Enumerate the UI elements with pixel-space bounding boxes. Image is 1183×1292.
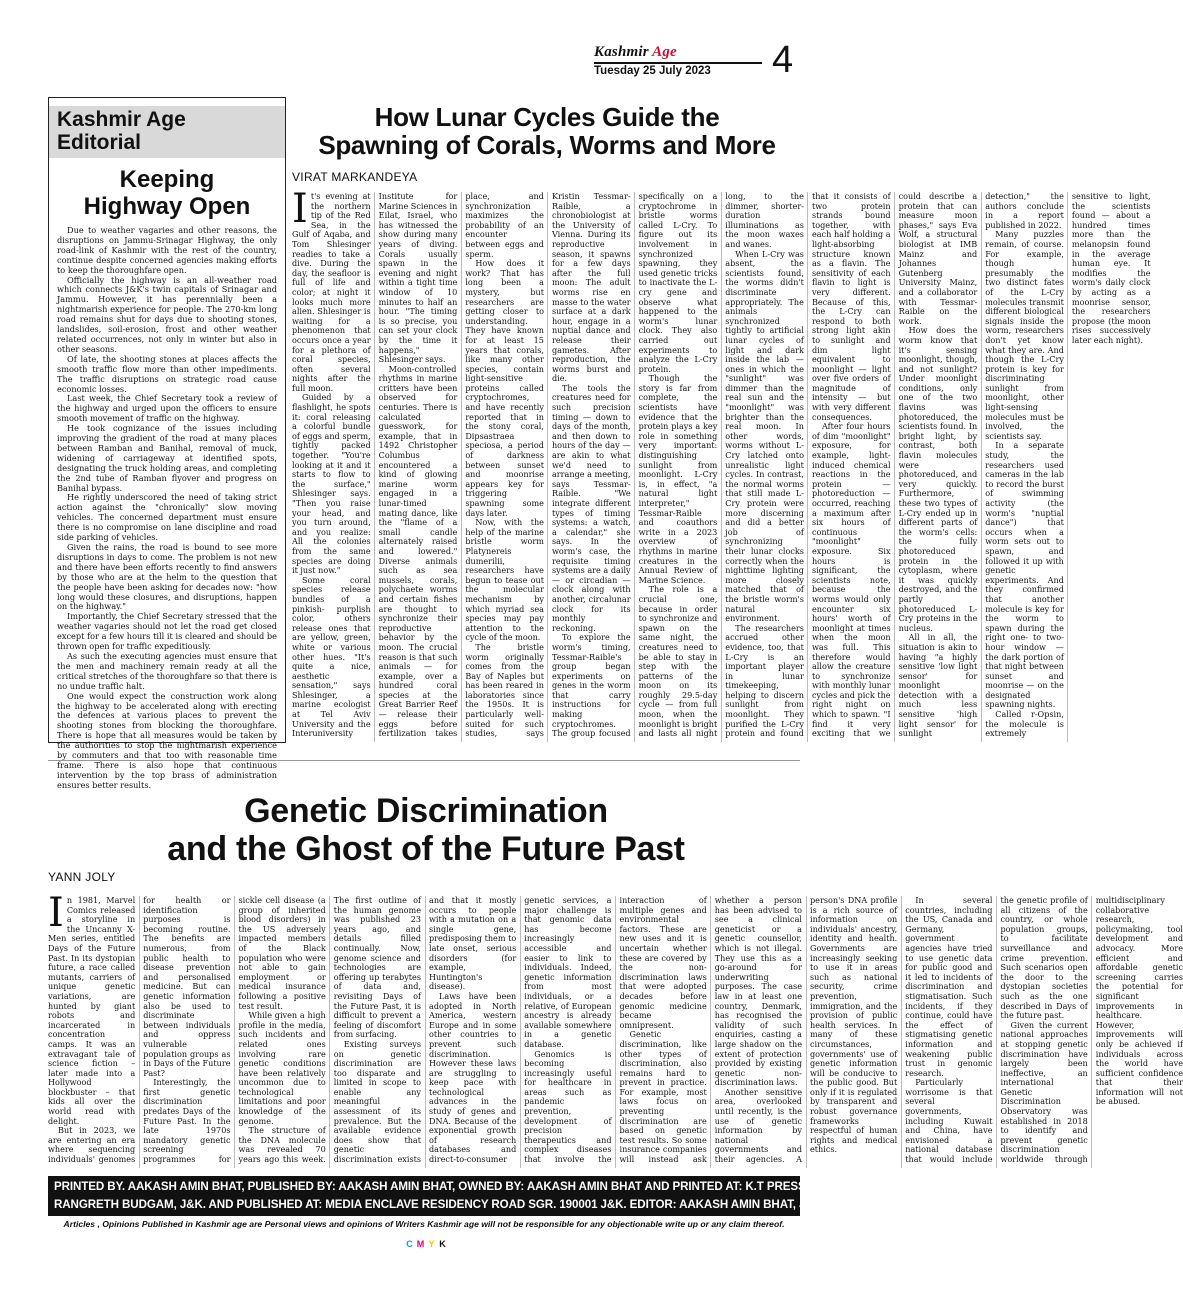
lunar-paragraph: Though the story is far from complete, the scientists have evidence that the protein plays a key role in something very important: distinguishing sunlight from moonlight. L-Cry is, in effect, "a natural light interpreter," Tessmar-Raible and coauthors write in a 2023 overview of rhythms in marine creatures in the Annual Review of Marine Science. (638, 373, 718, 585)
imprint-bar (48, 1176, 1140, 1216)
page-number: 4 (772, 39, 794, 81)
editorial-paragraph: As such the executing agencies must ensure that the men and machinery remain ready at all the critical stretches of the thoroughfare so that there is no undue traffic halt. (57, 650, 277, 691)
editorial-label-line1: Kashmir Age (57, 108, 186, 131)
disclaimer: Articles , Opinions Published in Kashmir age are Personal views and opinions of Writers Kashmir age will not be responsible for any objectionable write up or any claim thereof. (63, 1219, 785, 1229)
editorial-title-line1: Keeping (119, 166, 215, 193)
logo-accent-text: Age (652, 44, 677, 60)
lunar-article-byline: VIRAT MARKANDEYA (292, 170, 418, 184)
lunar-article-body (292, 186, 1151, 742)
lunar-first-paragraph-text: t's evening at the northern tip of the Red Sea, in the Gulf of Aqaba, and Tom Shlesinger readies to take a dive. During the day, the seafloor is full of life and color; at night it looks much more alien. Shlesinger is waiting for a phenomenon that occurs once a year for a plethora of coral species, often several nights after the full moon. (292, 191, 371, 393)
lunar-paragraph: How does it work? That has long been a mystery, but researchers are getting closer to understanding. They have known for at least 15 years that corals, like many other species, contain light-sensitive proteins called cryptochromes, and have recently reported that in the stony coral, Dipsastraea speciosa, a period of darkness between sunset and moonrise appears key for triggering spawning some days later. (465, 258, 544, 518)
genetic-paragraph: Given the current national approaches at stopping genetic discrimination have largely been ineffective, an international Genetic Discrimination Observatory was established in 2018 to identify and prevent genetic discrimination worldwide through multidisciplinary collaborative research, policymaking, tool development and advocacy. More efficient and affordable genetic screening carries the potential for significant improvements in healthcare. However, improvements will only be achieved if individuals across the world have sufficient confidence that their information will not be abused. (1000, 895, 1183, 1165)
lunar-paragraph: Moon-controlled rhythms in marine critters have been observed for centuries. There is calculated guesswork, for example, that in 1492 Christopher Columbus encountered a kind of glowing marine worm engaged in a lunar-timed mating dance, like the "flame of a small candle alternately raised and lowered." Diverse animals such as sea mussels, corals, polychaete worms and certain fishes are thought to synchronize their reproductive behavior by the moon. The crucial reason is that such animals — for example, over a hundred coral species at the Great Barrier Reef — release their eggs before fertilization takes place, and synchronization maximizes the probability of an encounter between eggs and sperm. (378, 191, 544, 739)
genetic-paragraph: In several countries, including the US, Canada and Germany, government agencies have tried to use genetic data for public good and it led to incidents of discrimination and stigmatisation. Such incidents, if they continue, could have the effect of stigmatising genetic information and weakening public trust in genomic research. (905, 895, 993, 1078)
logo-main-text: Kashmir (594, 44, 653, 60)
lunar-headline-line1: How Lunar Cycles Guide the (374, 102, 720, 132)
lunar-article-headline (292, 103, 802, 159)
lunar-paragraph: To explore the worm's timing, Tessmar-Raible's group began experiments on genes in the worm that carry instructions for making cryptochromes. The group focused specifically on a cryptochrome in bristle worms called L-Cry. To figure out its involvement in synchronized spawning, they used genetic tricks to inactivate the L-cry gene and observe what happened to the worm's lunar clock. They also carried out experiments to analyze the L-Cry protein. (551, 191, 718, 739)
imprint-line2: RANGRETH BUDGAM, J&K. AND PUBLISHED AT: MEDIA ENCLAVE RESIDENCY ROAD SGR. 190001 J&K. EDITOR: AAKASH AMIN BHAT, JKENG/2006/23952 (54, 1198, 902, 1211)
genetic-first-paragraph-text: n 1981, Marvel Comics released a storyline in the Uncanny X-Men series, entitled Days of the Future Past. In its dystopian future, a race called mutants, carriers of unique genetic variations, are hunted by giant robots and incarcerated in concentration camps. It was an extravagant tale of science fiction – later made into a Hollywood blockbuster – that kids all over the world read with delight. (48, 895, 136, 1126)
genetic-article-headline (48, 792, 804, 868)
dropcap: I (292, 186, 308, 232)
dropcap: I (48, 890, 64, 936)
genetic-paragraph: Interestingly, the first genetic discrimination predates Days of the Future Past. In the late 1970s mandatory genetic screening programmes for sickle cell disease (a group of inherited blood disorders) in the US adversely impacted members of the Black population who were not able to gain employment or medical insurance following a positive test result. (143, 895, 326, 1165)
genetic-paragraph: The structure of the DNA molecule was revealed 70 years ago this week. The first outline of the human genome was published 23 years ago, and details filled continually. Now, genome science and technologies are offering up terabytes of data and, revisiting Days of the Future Past, it is difficult to prevent a feeling of discomfort from surfacing. (238, 895, 421, 1165)
genetic-article-byline: YANN JOLY (48, 870, 116, 884)
masthead-logo (594, 44, 677, 61)
editorial-paragraph: Given the rains, the road is bound to see more disruptions in days to come. The problem is not new and there have been efforts recently to find answers by those who are at the helm to the question that the people have been asking for decades now: "how long would these closures, and disruptions, happen on the highway." (57, 542, 277, 612)
editorial-paragraph: Officially the highway is an all-weather road which connects J&K's twin capitals of Srinagar and Jammu. However, it has perennially been a nightmarish experience for people. The 270-km long road remains shut for days due to shooting stones, landslides, soil-erosion, frost and other weather related occurrences, not only in winter but also in other seasons. (57, 274, 277, 354)
lunar-paragraph: All in all, the situation is akin to having "a highly sensitive 'low light sensor' for moonlight detection with a much less sensitive 'high light sensor' for sunlight detection," the authors conclude in a report published in 2022. (898, 191, 1064, 739)
cmyk-mark: C (406, 1239, 413, 1249)
lunar-headline-line2: Spawning of Corals, Worms and More (318, 130, 776, 160)
genetic-article-body (48, 890, 1183, 1168)
editorial-label (49, 106, 285, 158)
cmyk-mark: K (439, 1239, 446, 1249)
editorial-body (57, 226, 277, 791)
editorial-box (48, 97, 286, 790)
lunar-paragraph: Guided by a flashlight, he spots it: coral releasing a colorful bundle of eggs and sperm, tightly packed together. "You're looking at it and it starts to flow to the surface," Shlesinger says. "Then you raise your head, and you turn around, and you realize: All the colonies from the same species are doing it just now." (292, 392, 371, 576)
genetic-paragraph: Genomics is becoming increasingly useful for healthcare in areas such as pandemic prevention, development of precision therapeutics and complex diseases that involve the interaction of multiple genes and environmental factors. These are new uses and it is uncertain whether these are covered by the non-discrimination laws that were adopted decades before genomic medicine became omnipresent. (524, 895, 707, 1165)
editorial-paragraph: Last week, the Chief Secretary took a review of the highway and urged upon the officers to ensure smooth movement of traffic on the highway. (57, 393, 277, 424)
lunar-paragraph: The bristle worm originally comes from the Bay of Naples but has been reared in laboratories since the 1950s. It is particularly well-suited for such studies, says Kristin Tessmar-Raible, a chronobiologist at the University of Vienna. During its reproductive season, it spawns for a few days after the full moon: The adult worms rise en masse to the water surface at a dark hour, engage in a nuptial dance and release their gametes. After reproduction, the worms burst and die. (465, 191, 631, 739)
genetic-headline-line1: Genetic Discrimination (244, 792, 608, 830)
masthead (594, 39, 814, 86)
lunar-paragraph: The tools the creatures need for such precision timing — down to days of the month, and then down to hours of the day — are akin to what we'd need to arrange a meeting, says Tessmar-Raible. "We integrate different types of timing systems: a watch, a calendar," she says. In the worm's case, the requisite timing systems are a daily — or circadian — clock along with another, circalunar clock for its monthly reckoning. (551, 382, 631, 633)
genetic-paragraph: Genetic discrimination, like other types of discrimination, also remains hard to prevent in practice. For example, most laws focus on preventing discrimination are based on genetic test results. So some insurance companies will instead ask whether a person has been advised to see a clinical geneticist or a genetic counsellor, which is not illegal. They use this as a go-around for underwriting purposes. The case law in at least one country, Denmark, has recognised the validity of such enquiries, casting a large shadow on the extent of protection provided by existing genetic non-discrimination laws. (619, 895, 802, 1165)
genetic-paragraph: Laws have been adopted in North America, western Europe and in some other countries to prevent such discrimination. However these laws are struggling to keep pace with technological advances in the study of genes and DNA. Because of the exponential growth of research databases and direct-to-consumer genetic services, a major challenge is that genomic data has become increasingly accessible and easier to link to individuals. Indeed, genetic information from most individuals, or a relative, of European ancestry is already available somewhere in a genetic database. (429, 895, 612, 1165)
lunar-paragraph: The role is a crucial one, because in order to synchronize and spawn on the same night, the creatures need to be able to stay in step with the patterns of the moon on its roughly 29.5-day cycle — from full moon, when the moonlight is bright and lasts all night long, to the dimmer, shorter-duration illuminations as the moon waxes and wanes. (638, 191, 804, 739)
lunar-paragraph: When L-Cry was absent, the scientists found, the worms didn't discriminate appropriately. The animals synchronized tightly to artificial lunar cycles of light and dark inside the lab — ones in which the "sunlight" was dimmer than the real sun and the "moonlight" was brighter than the real moon. In other words, worms without L-Cry latched onto unrealistic light cycles. In contrast, the normal worms that still made L-Cry protein were more discerning and did a better job of synchronizing their lunar clocks correctly when the nighttime lighting more closely matched that of the bristle worm's natural environment. (725, 248, 804, 624)
lunar-paragraph: After four hours of dim "moonlight" exposure, for example, light-induced chemical reactions in the protein — photoreduction — occurred, reaching a maximum after six hours of continuous "moonlight" exposure. Six hours is significant, the scientists note, because the worms would only encounter six hours' worth of moonlight at times when the moon was full. This therefore would allow the creature to synchronize with monthly lunar cycles and pick the right night on which to spawn. "I find it very exciting that we could describe a protein that can measure moon phases," says Eva Wolf, a structural biologist at IMB Mainz and Johannes Gutenberg University Mainz, and a collaborator with Tessmar-Raible on the work. (811, 191, 978, 739)
issue-date: Tuesday 25 July 2023 (594, 65, 711, 77)
editorial-paragraph: He took cognizance of the issues including improving the gradient of the road at many places between Ramban and Banihal, removal of muck, widening of carriageway at identified spots, designating the truck holding areas, and completing the 2nd tube of Ramban flyover and progress on Banihal bypass. (57, 423, 277, 493)
lunar-first-paragraph (292, 186, 371, 393)
cmyk-mark: Y (428, 1239, 435, 1249)
section-divider (48, 760, 800, 761)
editorial-title (57, 166, 277, 220)
genetic-paragraph: But in 2023, we are entering an era where sequencing individuals' genomes for health or identification purposes is becoming routine. The benefits are numerous, from public health to disease prevention and personalised medicine. But can genetic information also be used to discriminate between individuals and oppress vulnerable population groups as in Days of the Future Past? (48, 895, 231, 1165)
lunar-paragraph: Now, with the help of the marine bristle worm Platynereis dumerilii, researchers have begun to tease out the molecular mechanism by which myriad sea species may pay attention to the cycle of the moon. (465, 517, 544, 643)
cmyk-mark: M (416, 1239, 425, 1249)
editorial-paragraph: One would expect the construction work along the highway to be accelerated along with erecting the defences at various places to prevent the shooting stones from blocking the thoroughfare. There is hope that all measures would be taken by the authorities to stop the nightmarish experience by commuters and that too with reasonable time frame. There is also hope that continuous intervention by the top brass of administration ensures better results. (57, 690, 277, 790)
editorial-paragraph: He rightly underscored the need of taking strict action against the "chronically" slow moving vehicles. The concerned department must ensure there is no compromise on lane discipline and road side parking of vehicles. (57, 492, 277, 543)
cmyk-registration-marks (394, 1238, 458, 1250)
genetic-paragraph: Existing surveys on genetic discrimination are too disparate and limited in scope to enable any meaningful assessment of its prevalence. But the available evidence does show that genetic discrimination exists and that it mostly occurs to people with a mutation on a single gene, predisposing them to late onset, serious disorders (for example, Huntington's disease). (333, 895, 517, 1165)
genetic-paragraph: Particularly worrisome is that several governments, including Kuwait and China, have envisioned a national database that would include the genetic profile of all citizens of the country, or whole population groups, to facilitate surveillance and crime prevention. Such scenarios open the door to the dystopian societies such as the one described in Days of the future past. (905, 895, 1088, 1165)
genetic-headline-line2: and the Ghost of the Future Past (167, 830, 685, 868)
lunar-paragraph: How does the worm know that it's sensing moonlight, though, and not sunlight? Under moonlight conditions, only one of the two flavins was photoreduced, the scientists found. In bright light, by contrast, both flavin molecules were photoreduced, and very quickly. Furthermore, these two types of L-Cry ended up in different parts of the worm's cells: the fully photoreduced protein in the cytoplasm, where it was quickly destroyed, and the partly photoreduced L-Cry proteins in the nucleus. (898, 325, 978, 633)
editorial-label-line2: Editorial (57, 131, 142, 154)
editorial-title-line2: Highway Open (83, 193, 251, 220)
genetic-paragraph: While given a high profile in the media, such incidents and related ones involving rare genetic conditions have been relatively uncommon due to technological limitations and poor knowledge of the genome. (238, 1010, 326, 1126)
lunar-paragraph: Some coral species release bundles of a pinkish- purplish color, others release ones that are yellow, green, white or various other hues. "It's quite a nice, aesthetic sensation," says Shlesinger, a marine ecologist at Tel Aviv University and the Interuniversity Institute for Marine Sciences in Eilat, Israel, who has witnessed the show during many years of diving. Corals usually spawn in the evening and night within a tight time window of 10 minutes to half an hour. "The timing is so precise, you can set your clock by the time it happens," Shlesinger says. (292, 191, 458, 739)
imprint-line1: PRINTED BY. AAKASH AMIN BHAT, PUBLISHED BY: AAKASH AMIN BHAT, OWNED BY: AAKASH AMIN BHAT AND PRINTED AT: K.T PRESS PVT. LTD.120- ELECTRONIC COMPLEX INDUSTRIAL ESTATE (54, 1180, 1140, 1193)
lunar-paragraph: In a separate study, the researchers used cameras in the lab to record the burst of swimming activity (the worm's "nuptial dance") that occurs when a worm sets out to spawn, and followed it up with genetic experiments. And they confirmed that another molecule is key for the worm to spawn during the right one- to two-hour window — the dark portion of that night between sunset and moonrise — on the designated spawning nights. (985, 440, 1064, 710)
editorial-paragraph: Importantly, the Chief Secretary stressed that the weather vagaries should not let the road get closed except for a few hours till it is cleared and should be thrown open for traffic expeditiously. (57, 611, 277, 652)
genetic-paragraph: Another sensitive area, overlooked until recently, is the use of genetic information by national governments and their agencies. A person's DNA profile is a rich source of information on individuals' ancestry, identity and health. Governments are increasingly seeking to use it in areas such as national security, crime prevention, immigration, and the provision of public health services. In many of these circumstances, governments' use of genetic information will be conducive to the public good. But only if it is regulated by transparent and robust governance frameworks respectful of human rights and medical ethics. (714, 895, 898, 1165)
lunar-paragraph: Called r-Opsin, the molecule is extremely sensitive to light, the scientists found — about a hundred times more than the melanopsin found in the average human eye. It modifies the worm's daily clock by acting as a moonrise sensor, the researchers propose (the moon rises successively later each night). (985, 191, 1151, 739)
editorial-paragraph: Due to weather vagaries and other reasons, the disruptions on Jammu-Srinagar Highway, the only road-link of Kashmir with the rest of the country, continue despite concerned agencies making efforts to keep the thoroughfare open. (57, 225, 277, 275)
masthead-rule (594, 62, 762, 64)
genetic-first-paragraph (48, 890, 136, 1126)
lunar-paragraph: Many puzzles remain, of course. For example, though presumably the two distinct fates of the L-Cry molecules transmit different biological signals inside the worm, researchers don't yet know what they are. And though the L-Cry protein is key for discriminating sunlight from moonlight, other light-sensing molecules must be involved, the scientists say. (985, 229, 1064, 441)
editorial-paragraph: Of late, the shooting stones at places affects the smooth traffic flow more than other impediments. The traffic disruptions on strategic road cause economic losses. (57, 353, 277, 394)
lunar-paragraph: The researchers accrued other evidence, too, that L-Cry is an important player in lunar timekeeping, helping to discern sunlight from moonlight. They purified the L-Cry protein and found that it consists of two protein strands bound together, with each half holding a light-absorbing structure known as a flavin. The sensitivity of each flavin to light is very different. Because of this, the L-Cry can respond to both strong light akin to sunlight and dim light equivalent to moonlight — light over five orders of magnitude of intensity — but with very different consequences. (725, 191, 891, 739)
